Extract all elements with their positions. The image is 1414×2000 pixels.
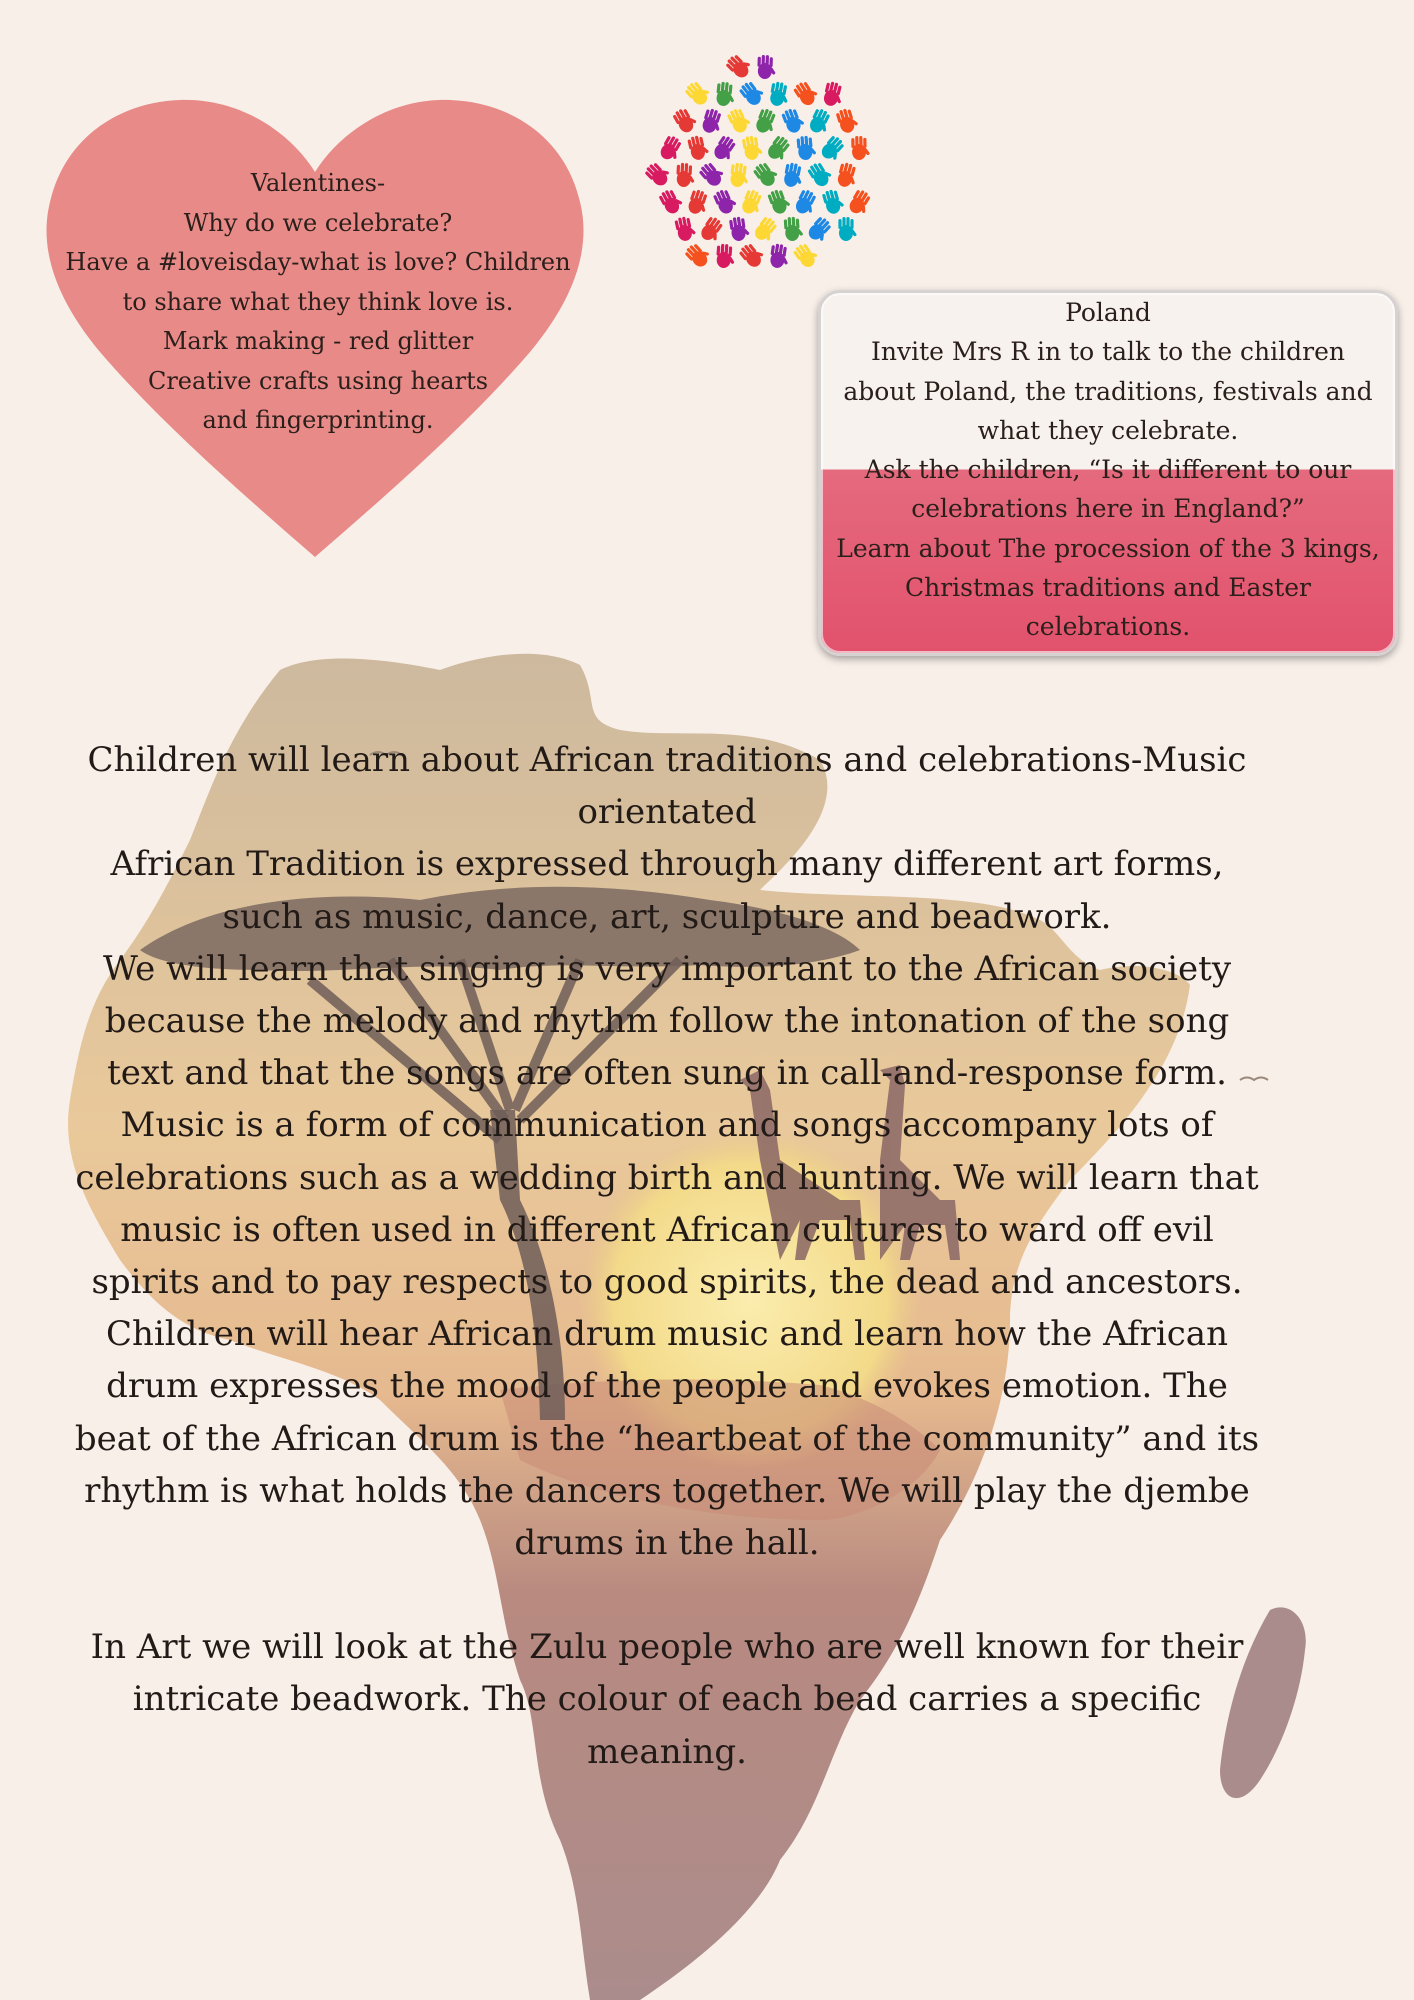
handprint-icon [807, 107, 834, 137]
handprint-icon [752, 215, 782, 245]
valentines-heart-card [40, 92, 595, 562]
handprint-icon [851, 136, 870, 160]
body-line [30, 1569, 1304, 1621]
body-line: We will learn that singing is very important to the African society [102, 948, 1232, 989]
poland-line: Poland [1065, 298, 1151, 327]
poland-line: celebrations. [1025, 612, 1191, 642]
heart-line: Mark making - red glitter [162, 327, 474, 355]
handprint-icon [683, 78, 713, 108]
poland-line: Christmas traditions and Easter [904, 573, 1312, 603]
handprint-icon [687, 134, 711, 162]
body-line: music is often used in different African cultures to ward off evil [120, 1209, 1214, 1250]
handprint-icon [724, 55, 754, 81]
body-line: drums in the hall. [514, 1523, 820, 1564]
heart-line: and fingerprinting. [202, 406, 434, 434]
handprint-icon [784, 216, 804, 241]
handprint-icon [738, 78, 767, 108]
body-line: such as music, dance, art, sculpture and beadwork. [222, 896, 1112, 937]
body-line: intricate beadwork. The colour of each bead carries a specific [132, 1679, 1202, 1720]
body-line: African Tradition is expressed through many different art forms, [110, 844, 1224, 885]
body-line: meaning. [587, 1731, 747, 1772]
handprint-icon [697, 159, 727, 189]
handprint-icon [796, 135, 817, 161]
handprint-icon [822, 81, 846, 109]
handprint-icon [836, 161, 860, 189]
handprint-icon [698, 215, 727, 245]
handprint-icon [715, 81, 736, 107]
handprint-icon [835, 106, 860, 134]
handprint-icon [674, 215, 697, 242]
handprint-icon [781, 106, 807, 135]
handprint-icon [818, 134, 848, 164]
handprint-icon [711, 134, 740, 164]
handprint-icon [846, 188, 874, 218]
poland-line: about Poland, the traditions, festivals and [843, 376, 1373, 406]
poland-line: Learn about The procession of the 3 kings, [836, 533, 1380, 563]
handprint-icon [716, 243, 736, 268]
handprint-icon [782, 162, 805, 189]
handprint-icon [765, 134, 795, 164]
heart-line: Creative crafts using hearts [147, 366, 489, 395]
poland-text [821, 293, 1395, 647]
handprint-icon [769, 243, 791, 269]
handprint-icon [753, 107, 779, 136]
heart-line: Have a #loveisday-what is love? Children [65, 248, 571, 276]
body-line: Children will hear African drum music and learn how the African [106, 1314, 1228, 1355]
body-line: drum expresses the mood of the people and evokes emotion. The [106, 1366, 1228, 1407]
heart-line: Valentines- [250, 169, 386, 197]
handprint-icon [767, 187, 793, 216]
handprint-icon [742, 134, 764, 161]
handprint-icon [739, 188, 766, 217]
handprint-icon [700, 107, 725, 136]
handprint-icon [757, 55, 777, 79]
handprint-icon [806, 159, 835, 189]
body-line: rhythm is what holds the dancers together. We will play the djembe [84, 1470, 1250, 1511]
handprint-icon [821, 187, 846, 215]
handprint-icon [645, 159, 673, 189]
handprint-icon [792, 240, 821, 270]
body-line: celebrations such as a wedding birth and hunting. We will learn that [75, 1157, 1259, 1198]
handprint-icon [657, 134, 685, 164]
body-line: beat of the African drum is the “heartbeat of the community” and its [74, 1418, 1260, 1459]
handprint-icon [793, 188, 821, 218]
handprint-icon [738, 240, 768, 270]
poland-line: celebrations here in England?” [911, 494, 1305, 524]
african-traditions-text [30, 734, 1304, 1778]
body-line: In Art we will look at the Zulu people who are well known for their [90, 1627, 1244, 1668]
handprint-icon [672, 105, 700, 135]
handprint-icon [768, 81, 791, 108]
handprint-icon [683, 240, 713, 270]
poland-line: Ask the children, “Is it different to our [864, 455, 1352, 485]
handprint-icon [658, 186, 686, 216]
multicolour-hands-circle-icon [645, 55, 880, 290]
body-line: because the melody and rhythm follow the intonation of the song [104, 1001, 1230, 1042]
heart-line: Why do we celebrate? [183, 208, 453, 237]
handprint-icon [838, 217, 857, 241]
handprint-icon [729, 216, 751, 242]
body-line: orientated [577, 792, 757, 833]
handprint-icon [792, 78, 821, 108]
poland-card [818, 290, 1398, 656]
body-line: Music is a form of communication and songs accompany lots of [120, 1105, 1214, 1146]
handprint-icon [712, 187, 739, 217]
handprint-icon [805, 215, 835, 245]
poland-line: what they celebrate. [977, 415, 1239, 445]
handprint-icon [752, 159, 781, 189]
handprint-icon [726, 105, 753, 135]
poland-line: Invite Mrs R in to talk to the children [871, 337, 1345, 367]
handprint-icon [686, 188, 711, 217]
body-line: spirits and to pay respects to good spirits, the dead and ancestors. [91, 1262, 1243, 1303]
heart-text [48, 164, 588, 441]
handprint-icon [729, 162, 750, 188]
body-line: Children will learn about African traditions and celebrations-Music [87, 740, 1247, 780]
handprint-icon [676, 163, 696, 188]
heart-line: to share what they think love is. [122, 287, 514, 316]
body-line: text and that the songs are often sung in call-and-response form. [107, 1053, 1227, 1094]
